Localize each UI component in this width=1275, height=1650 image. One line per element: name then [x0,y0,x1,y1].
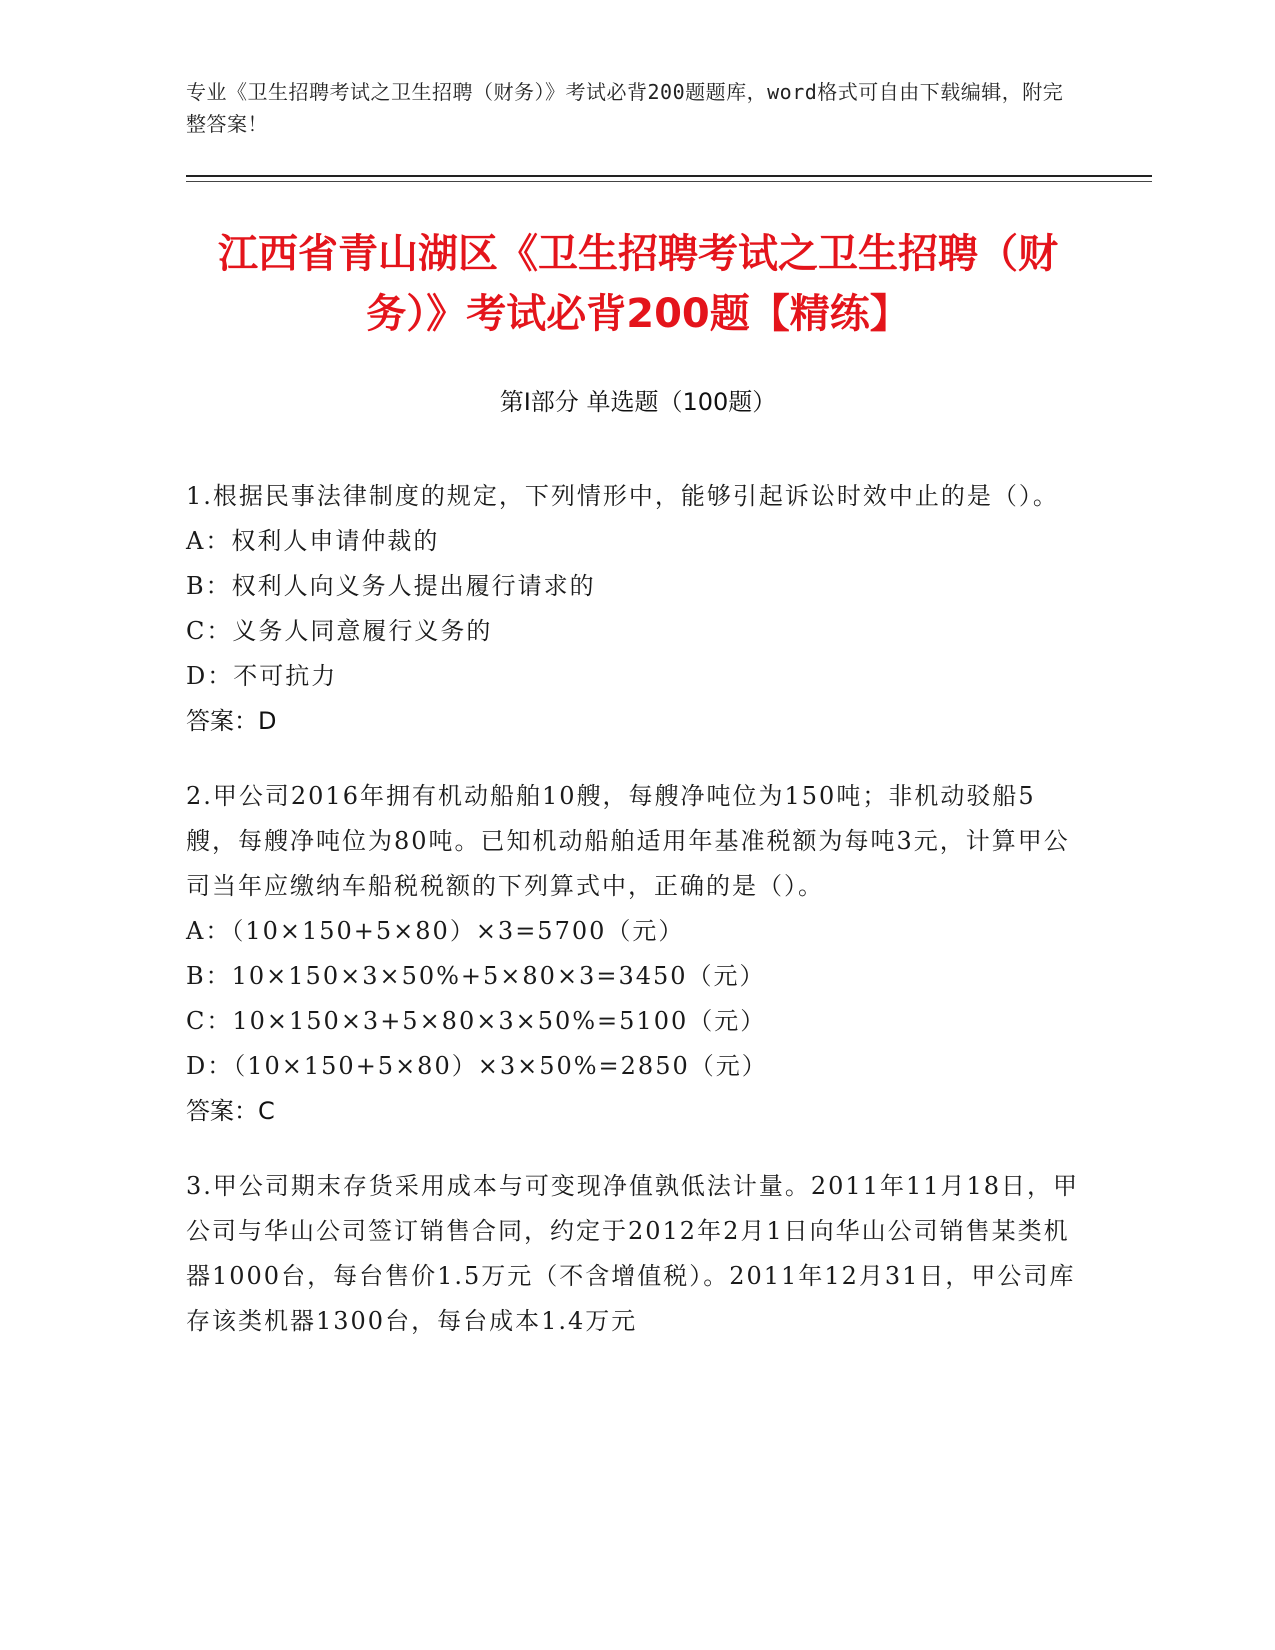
question-stem: 2.甲公司2016年拥有机动船舶10艘，每艘净吨位为150吨；非机动驳船5艘，每艘净吨位为80吨。已知机动船舶适用年基准税额为每吨3元，计算甲公司当年应缴纳车船税税额的下列算式中，正确的是（）。 [186,782,1070,900]
header-divider-thin [186,181,1152,182]
question-2 [186,774,1086,1134]
option-a: A：权利人申请仲裁的 [186,527,440,555]
question-3 [186,1164,1086,1344]
option-a: A：（10×150+5×80）×3=5700（元） [186,917,685,945]
question-1 [186,474,1086,744]
option-b: B：10×150×3×50%+5×80×3=3450（元） [186,962,766,990]
option-b: B：权利人向义务人提出履行请求的 [186,572,596,600]
question-list [186,474,1086,1374]
document-title: 江西省青山湖区《卫生招聘考试之卫生招聘（财务）》考试必背200题【精练】 [218,231,1058,337]
question-stem: 1.根据民事法律制度的规定，下列情形中，能够引起诉讼时效中止的是（）。 [186,482,1059,510]
section-title: 第I部分 单选题（100题） [499,388,777,416]
header-note: 专业《卫生招聘考试之卫生招聘（财务）》考试必背200题题库，word格式可自由下载编辑，附完整答案！ [186,80,1064,136]
option-d: D：不可抗力 [186,662,338,690]
question-stem: 3.甲公司期末存货采用成本与可变现净值孰低法计量。2011年11月18日，甲公司与华山公司签订销售合同，约定于2012年2月1日向华山公司销售某类机器1000台，每台售价1.5万元（不含增值税）。2011年12月31日，甲公司库存该类机器1300台，每台成本1.4万元 [186,1172,1080,1335]
answer: 答案：D [186,707,277,735]
option-d: D：（10×150+5×80）×3×50%=2850（元） [186,1052,768,1080]
option-c: C：10×150×3+5×80×3×50%=5100（元） [186,1007,767,1035]
option-c: C：义务人同意履行义务的 [186,617,493,645]
answer: 答案：C [186,1097,275,1125]
header-divider-thick [186,175,1152,177]
